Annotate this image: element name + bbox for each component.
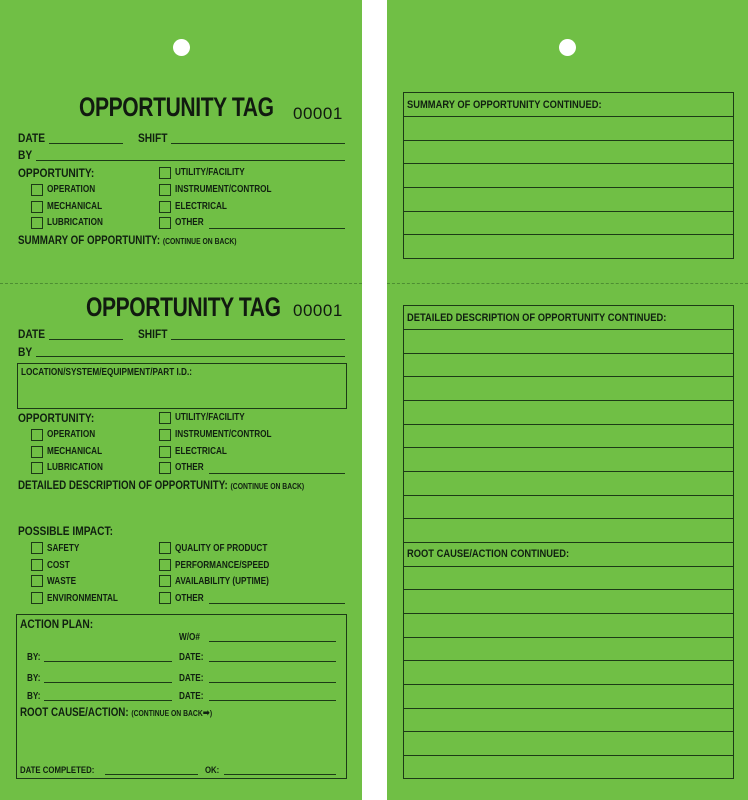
stub-checkbox-operation[interactable] bbox=[31, 184, 43, 196]
writing-line[interactable] bbox=[404, 589, 733, 590]
writing-line[interactable] bbox=[404, 163, 733, 164]
ok-label: OK: bbox=[205, 765, 220, 776]
by-field-3[interactable] bbox=[44, 700, 172, 701]
description-label bbox=[18, 480, 304, 492]
wo-number-field[interactable] bbox=[209, 641, 336, 642]
main-option-label: OTHER bbox=[175, 462, 204, 473]
main-shift-label: SHIFT bbox=[138, 327, 168, 341]
writing-line[interactable] bbox=[404, 566, 733, 567]
stub-opportunity-label: OPPORTUNITY: bbox=[18, 166, 95, 180]
date-label-1: DATE: bbox=[179, 652, 204, 663]
main-title: OPPORTUNITY TAG bbox=[86, 292, 281, 322]
writing-line[interactable] bbox=[404, 187, 733, 188]
impact-checkbox-environmental[interactable] bbox=[31, 592, 43, 604]
by-label-3: BY: bbox=[27, 691, 41, 702]
by-label-1: BY: bbox=[27, 652, 41, 663]
by-field-1[interactable] bbox=[44, 661, 172, 662]
stub-shift-label: SHIFT bbox=[138, 131, 168, 145]
main-option-label: MECHANICAL bbox=[47, 446, 103, 457]
summary-continued-box bbox=[403, 92, 734, 259]
summary-note: (CONTINUE ON BACK) bbox=[162, 237, 237, 246]
writing-line[interactable] bbox=[404, 755, 733, 756]
root-cause-label bbox=[20, 707, 212, 719]
date-field-1[interactable] bbox=[209, 661, 336, 662]
writing-line[interactable] bbox=[404, 708, 733, 709]
writing-line[interactable] bbox=[404, 660, 733, 661]
impact-checkbox-other[interactable] bbox=[159, 592, 171, 604]
stub-checkbox-mechanical[interactable] bbox=[31, 201, 43, 213]
root-cause-label-text: ROOT CAUSE/ACTION: bbox=[20, 707, 129, 719]
stub-other-field[interactable] bbox=[209, 228, 345, 229]
impact-option-label: COST bbox=[47, 560, 70, 571]
arrow-right-icon: ➡ bbox=[202, 708, 210, 719]
by-field-2[interactable] bbox=[44, 682, 172, 683]
writing-line[interactable] bbox=[404, 684, 733, 685]
stub-shift-field[interactable] bbox=[171, 143, 345, 144]
impact-option-label: ENVIRONMENTAL bbox=[47, 593, 118, 604]
by-label-2: BY: bbox=[27, 673, 41, 684]
date-label-2: DATE: bbox=[179, 673, 204, 684]
ok-field[interactable] bbox=[224, 774, 336, 775]
stub-option-label: UTILITY/FACILITY bbox=[175, 167, 245, 178]
date-completed-field[interactable] bbox=[105, 774, 198, 775]
main-by-field[interactable] bbox=[36, 356, 345, 357]
stub-summary-label bbox=[18, 235, 237, 247]
wo-label: W/O# bbox=[179, 632, 200, 643]
main-checkbox-electrical[interactable] bbox=[159, 446, 171, 458]
tag-hole bbox=[559, 39, 576, 56]
impact-checkbox-quality[interactable] bbox=[159, 542, 171, 554]
impact-option-label: QUALITY OF PRODUCT bbox=[175, 543, 268, 554]
description-label-text: DETAILED DESCRIPTION OF OPPORTUNITY: bbox=[18, 480, 228, 492]
main-serial-number: 00001 bbox=[293, 301, 343, 320]
stub-checkbox-electrical[interactable] bbox=[159, 201, 171, 213]
stub-option-label: OTHER bbox=[175, 217, 204, 228]
main-date-field[interactable] bbox=[49, 339, 123, 340]
main-checkbox-utility-facility[interactable] bbox=[159, 412, 171, 424]
root-cause-note: (CONTINUE ON BACK bbox=[131, 709, 203, 718]
main-option-label: INSTRUMENT/CONTROL bbox=[175, 429, 272, 440]
description-continued-box bbox=[403, 305, 734, 779]
impact-option-label: OTHER bbox=[175, 593, 204, 604]
main-checkbox-lubrication[interactable] bbox=[31, 462, 43, 474]
writing-line[interactable] bbox=[404, 424, 733, 425]
stub-option-label: ELECTRICAL bbox=[175, 201, 227, 212]
perforation-line bbox=[387, 283, 748, 284]
writing-line[interactable] bbox=[404, 400, 733, 401]
main-option-label: LUBRICATION bbox=[47, 462, 103, 473]
writing-line[interactable] bbox=[404, 234, 733, 235]
impact-label: POSSIBLE IMPACT: bbox=[18, 524, 114, 538]
impact-checkbox-performance[interactable] bbox=[159, 559, 171, 571]
impact-option-label: WASTE bbox=[47, 576, 77, 587]
writing-line[interactable] bbox=[404, 329, 733, 330]
stub-date-label: DATE bbox=[18, 131, 46, 145]
stub-title: OPPORTUNITY TAG bbox=[79, 92, 274, 122]
location-label: LOCATION/SYSTEM/EQUIPMENT/PART I.D.: bbox=[21, 367, 192, 378]
date-completed-label: DATE COMPLETED: bbox=[20, 765, 95, 776]
writing-line[interactable] bbox=[404, 140, 733, 141]
writing-line[interactable] bbox=[404, 116, 733, 117]
impact-checkbox-availability[interactable] bbox=[159, 575, 171, 587]
writing-line[interactable] bbox=[404, 471, 733, 472]
stub-by-label: BY bbox=[18, 148, 33, 162]
stub-serial-number: 00001 bbox=[293, 104, 343, 123]
description-continued-label: DETAILED DESCRIPTION OF OPPORTUNITY CONTINUED: bbox=[407, 312, 667, 324]
root-cause-note-close: ) bbox=[209, 709, 213, 718]
main-checkbox-mechanical[interactable] bbox=[31, 446, 43, 458]
date-field-2[interactable] bbox=[209, 682, 336, 683]
writing-line[interactable] bbox=[404, 353, 733, 354]
main-option-label: UTILITY/FACILITY bbox=[175, 412, 245, 423]
main-by-label: BY bbox=[18, 345, 33, 359]
impact-option-label: AVAILABILITY (UPTIME) bbox=[175, 576, 269, 587]
perforation-line bbox=[0, 283, 362, 284]
date-field-3[interactable] bbox=[209, 700, 336, 701]
writing-line[interactable] bbox=[404, 637, 733, 638]
tag-hole bbox=[173, 39, 190, 56]
impact-option-label: PERFORMANCE/SPEED bbox=[175, 560, 270, 571]
stub-date-field[interactable] bbox=[49, 143, 123, 144]
stub-checkbox-instrument-control[interactable] bbox=[159, 184, 171, 196]
writing-line[interactable] bbox=[404, 731, 733, 732]
writing-line[interactable] bbox=[404, 376, 733, 377]
main-checkbox-operation[interactable] bbox=[31, 429, 43, 441]
main-opportunity-label: OPPORTUNITY: bbox=[18, 411, 95, 425]
main-other-field[interactable] bbox=[209, 473, 345, 474]
description-note: (CONTINUE ON BACK) bbox=[230, 482, 305, 491]
writing-line[interactable] bbox=[404, 447, 733, 448]
stub-checkbox-lubrication[interactable] bbox=[31, 217, 43, 229]
impact-checkbox-safety[interactable] bbox=[31, 542, 43, 554]
main-option-label: ELECTRICAL bbox=[175, 446, 227, 457]
impact-other-field[interactable] bbox=[209, 603, 345, 604]
impact-checkbox-cost[interactable] bbox=[31, 559, 43, 571]
summary-continued-label: SUMMARY OF OPPORTUNITY CONTINUED: bbox=[407, 99, 602, 111]
impact-checkbox-waste[interactable] bbox=[31, 575, 43, 587]
root-cause-continued-label: ROOT CAUSE/ACTION CONTINUED: bbox=[407, 548, 570, 560]
writing-line[interactable] bbox=[404, 211, 733, 212]
impact-option-label: SAFETY bbox=[47, 543, 80, 554]
stub-option-label: LUBRICATION bbox=[47, 217, 103, 228]
main-checkbox-other[interactable] bbox=[159, 462, 171, 474]
stub-checkbox-other[interactable] bbox=[159, 217, 171, 229]
tag-back bbox=[387, 0, 748, 800]
main-option-label: OPERATION bbox=[47, 429, 96, 440]
writing-line[interactable] bbox=[404, 613, 733, 614]
stub-option-label: INSTRUMENT/CONTROL bbox=[175, 184, 272, 195]
date-label-3: DATE: bbox=[179, 691, 204, 702]
stub-option-label: MECHANICAL bbox=[47, 201, 103, 212]
main-shift-field[interactable] bbox=[171, 339, 345, 340]
writing-line[interactable] bbox=[404, 495, 733, 496]
stub-by-field[interactable] bbox=[36, 160, 345, 161]
action-plan-box bbox=[16, 614, 347, 779]
stub-checkbox-utility-facility[interactable] bbox=[159, 167, 171, 179]
summary-label-text: SUMMARY OF OPPORTUNITY: bbox=[18, 235, 161, 247]
main-date-label: DATE bbox=[18, 327, 46, 341]
tag-front bbox=[0, 0, 362, 800]
action-plan-label: ACTION PLAN: bbox=[20, 617, 94, 631]
writing-line[interactable] bbox=[404, 518, 733, 519]
stub-option-label: OPERATION bbox=[47, 184, 96, 195]
location-field-box[interactable] bbox=[17, 363, 347, 409]
main-checkbox-instrument-control[interactable] bbox=[159, 429, 171, 441]
writing-line[interactable] bbox=[404, 542, 733, 543]
